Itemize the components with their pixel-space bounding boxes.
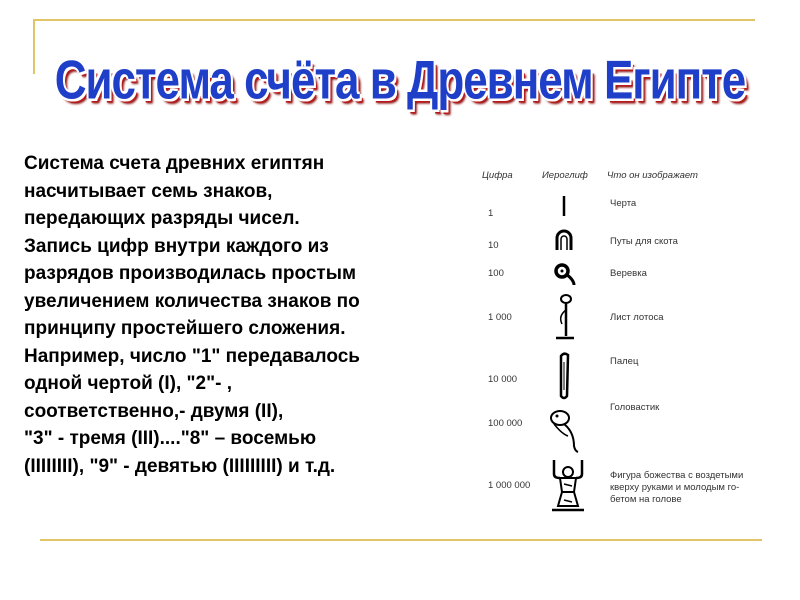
- row-number: 10 000: [488, 374, 518, 385]
- row-meaning-line: бетом на голове: [610, 494, 682, 505]
- lotus-icon: [544, 292, 584, 342]
- row-meaning: Лист лотоса: [610, 312, 664, 323]
- row-meaning: Головастик: [610, 402, 660, 413]
- paragraph-line: Система счета древних египтян: [24, 153, 325, 174]
- row-number: 1: [488, 208, 494, 219]
- row-meaning-line: кверху руками и молодым го-: [610, 482, 740, 493]
- row-number: 100: [488, 268, 504, 279]
- row-number: 1 000 000: [488, 480, 531, 491]
- row-meaning: Палец: [610, 356, 639, 367]
- body-paragraph: [24, 150, 499, 480]
- frame-bottom-line: [40, 539, 762, 541]
- header-number: Цифра: [482, 170, 513, 181]
- row-meaning: Веревка: [610, 268, 647, 279]
- paragraph-line: принципу простейшего сложения.: [24, 318, 346, 339]
- header-meaning: Что он изображает: [607, 170, 698, 181]
- tadpole-icon: [544, 406, 590, 454]
- paragraph-line: "3" - тремя (III)...."8" – восемью: [24, 428, 317, 449]
- paragraph-line: одной чертой (I), "2"- ,: [24, 373, 232, 394]
- paragraph-line: увеличением количества знаков по: [24, 290, 360, 312]
- slide-title: Система счёта в Древнем Египте: [54, 49, 746, 111]
- row-number: 1 000: [488, 312, 512, 323]
- stroke-icon: [544, 194, 584, 218]
- row-number: 100 000: [488, 418, 523, 429]
- paragraph-line: разрядов производилась простым: [24, 263, 357, 284]
- paragraph-line: насчитывает семь знаков,: [24, 180, 273, 202]
- frame-top-line: [33, 19, 755, 21]
- paragraph-line: Запись цифр внутри каждого из: [24, 235, 329, 257]
- coiled-rope-icon: [544, 260, 584, 286]
- row-meaning: Путы для скота: [610, 236, 678, 247]
- row-number: 10: [488, 240, 499, 251]
- paragraph-line: Например, число "1" передавалось: [24, 345, 360, 367]
- paragraph-line: передающих разряды чисел.: [24, 208, 300, 229]
- row-meaning: Черта: [610, 198, 637, 209]
- finger-icon: [544, 350, 584, 402]
- paragraph-line: соответственно,- двумя (II),: [24, 400, 284, 422]
- header-glyph: Иероглиф: [542, 170, 588, 181]
- hieroglyph-table: [482, 160, 782, 530]
- row-meaning-line: Фигура божества с воздетыми: [610, 470, 744, 481]
- paragraph-line: (IIIIIIII), "9" - девятью (IIIIIIIII) и т.д.: [24, 455, 336, 477]
- cattle-hobble-icon: [544, 228, 584, 252]
- deity-icon: [544, 456, 592, 516]
